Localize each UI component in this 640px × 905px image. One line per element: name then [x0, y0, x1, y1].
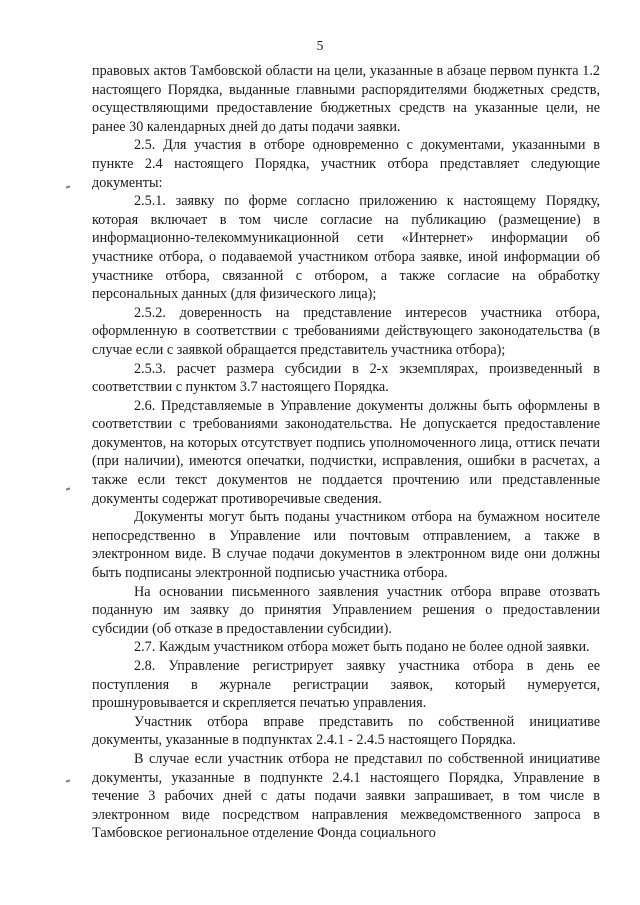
page-number: 5: [316, 38, 324, 53]
paragraph: В случае если участник отбора не представил по собственной инициативе документы, указанные в подпункте 2.4.1 настоящего Порядка, Управление в течение 3 рабочих дней с даты подачи заявки запрашивает, в том числе в электронном виде посредством направления межведомственного запроса в Тамбовское региональное отделение Фонда социального: [92, 750, 600, 842]
paragraph: 2.7. Каждым участником отбора может быть подано не более одной заявки.: [134, 639, 590, 656]
paragraph: 2.5.3. расчет размера субсидии в 2-х экземплярах, произведенный в соответствии с пунктом 3.7 настоящего Порядка.: [92, 360, 600, 396]
paragraph: правовых актов Тамбовской области на цели, указанные в абзаце первом пункта 1.2 настоящего Порядка, выданные главными распорядителями бюджетных средств, осуществляющими предоставление бюджетных средств на указанные цели, не ранее 30 календарных дней до даты подачи заявки.: [92, 63, 600, 135]
margin-mark: [66, 487, 70, 490]
paragraph: Участник отбора вправе представить по собственной инициативе документы, указанные в подпунктах 2.4.1 - 2.4.5 настоящего Порядка.: [92, 713, 600, 749]
paragraph: На основании письменного заявления участник отбора вправе отозвать поданную им заявку до принятия Управлением решения о предоставлении субсидии (об отказе в предоставлении субсидии).: [92, 583, 600, 637]
paragraph: 2.8. Управление регистрирует заявку участника отбора в день ее поступления в журнале регистрации заявок, который нумеруется, прошнуровывается и скрепляется печатью управления.: [92, 658, 600, 712]
document-body: [92, 62, 600, 843]
paragraph: 2.5.2. доверенность на представление интересов участника отбора, оформленную в соответствии с требованиями действующего законодательства (в случае если с заявкой обращается представитель участника отбора);: [92, 304, 600, 358]
paragraph: Документы могут быть поданы участником отбора на бумажном носителе непосредственно в Управление или почтовым отправлением, а также в электронном виде. В случае подачи документов в электронном виде они должны быть подписаны электронной подписью участника отбора.: [92, 509, 600, 582]
margin-mark: [66, 185, 70, 188]
paragraph: 2.5.1. заявку по форме согласно приложению к настоящему Порядку, которая включает в том числе согласие на публикацию (размещение) в информационно-телекоммуникационной сети «Интернет» информации об участнике отбора, о подаваемой участником отбора заявке, иной информации об участнике отбора, связанной с отбором, а также согласие на обработку персональных данных (для физического лица);: [92, 193, 600, 303]
margin-mark: [66, 779, 70, 782]
paragraph: 2.6. Представляемые в Управление документы должны быть оформлены в соответствии с требованиями законодательства. Не допускается предоставление документов, на которых отсутствует подпись уполномоченного лица, оттиск печати (при наличии), имеются опечатки, подчистки, исправления, ошибки в расчетах, а также если текст документов не поддается прочтению или представленные документы содержат противоречивые сведения.: [92, 397, 600, 507]
paragraph: 2.5. Для участия в отборе одновременно с документами, указанными в пункте 2.4 настоящего Порядка, участник отбора представляет следующие документы:: [92, 137, 600, 191]
